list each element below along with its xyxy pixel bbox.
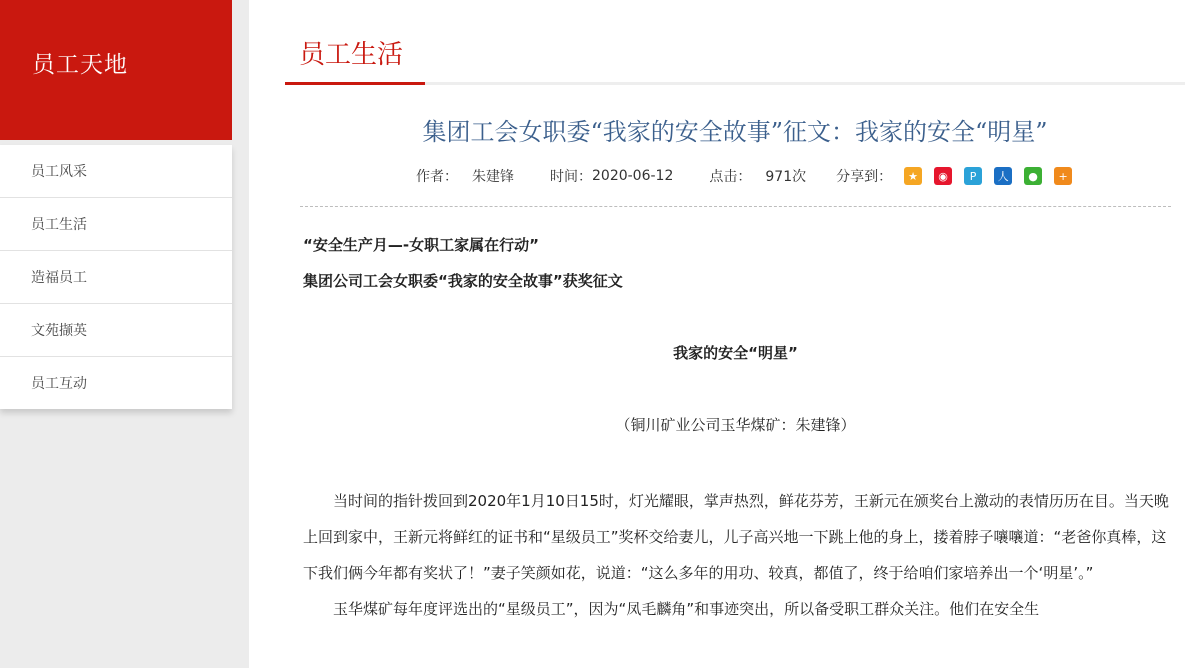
more-share-icon[interactable]: + bbox=[1054, 167, 1072, 185]
author-label: 作者： bbox=[416, 169, 458, 185]
sidebar-item-staff-interaction[interactable]: 员工互动 bbox=[31, 376, 87, 392]
article-title: 集团工会女职委“我家的安全故事”征文：我家的安全“明星” bbox=[422, 118, 1048, 146]
meta-divider bbox=[300, 206, 1171, 207]
article-meta bbox=[416, 166, 1084, 186]
renren-icon[interactable]: 人 bbox=[994, 167, 1012, 185]
sidebar-item-staff-welfare[interactable]: 造福员工 bbox=[0, 251, 232, 304]
article-body bbox=[303, 483, 1171, 627]
sidebar-menu bbox=[0, 145, 232, 409]
section-header bbox=[285, 28, 1185, 85]
article-subtitle: 我家的安全“明星” bbox=[673, 344, 798, 362]
sidebar-item-staff-life[interactable]: 员工生活 bbox=[0, 198, 232, 251]
tencent-weibo-icon[interactable]: P bbox=[964, 167, 982, 185]
share-label: 分享到： bbox=[836, 169, 893, 185]
body-paragraph: 当时间的指针拨回到2020年1月10日15时，灯光耀眼，掌声热烈，鲜花芬芳，王新元在颁奖台上激动的表情历历在目。当天晚上回到家中，王新元将鲜红的证书和“星级员工”奖杯交给妻儿，儿子高兴地一下跳上他的身上，搂着脖子嚷嚷道：“老爸你真棒，这下我们俩今年都有奖状了！”妻子笑颜如花，说道：“这么多年的用功、较真，都值了，终于给咱们家培养出一个‘明星’。” bbox=[303, 492, 1169, 582]
weibo-icon[interactable]: ◉ bbox=[934, 167, 952, 185]
section-title-underline bbox=[285, 82, 425, 85]
sidebar-item-literature[interactable]: 文苑撷英 bbox=[0, 304, 232, 357]
author-value: 朱建锋 bbox=[472, 169, 514, 185]
article-heading-award: 集团公司工会女职委“我家的安全故事”获奖征文 bbox=[303, 272, 623, 290]
share-icons bbox=[904, 167, 1084, 185]
section-title: 员工生活 bbox=[299, 40, 404, 70]
clicks-label: 点击： bbox=[709, 169, 752, 185]
time-value: 2020-06-12 bbox=[592, 168, 674, 184]
sidebar-item-staff-style[interactable]: 员工风采 bbox=[0, 145, 232, 198]
body-paragraph: 玉华煤矿每年度评选出的“星级员工”，因为“凤毛麟角”和事迹突出，所以备受职工群众关注。他们在安全生 bbox=[333, 600, 1040, 618]
sidebar-title: 员工天地 bbox=[32, 52, 128, 78]
article-byline: （铜川矿业公司玉华煤矿：朱建锋） bbox=[615, 416, 856, 434]
article-heading-campaign: “安全生产月—-女职工家属在行动” bbox=[303, 236, 539, 254]
time-label: 时间： bbox=[550, 169, 592, 185]
qzone-icon[interactable]: ★ bbox=[904, 167, 922, 185]
wechat-icon[interactable]: ● bbox=[1024, 167, 1042, 185]
sidebar-header bbox=[0, 0, 232, 140]
clicks-value: 971次 bbox=[765, 169, 807, 185]
